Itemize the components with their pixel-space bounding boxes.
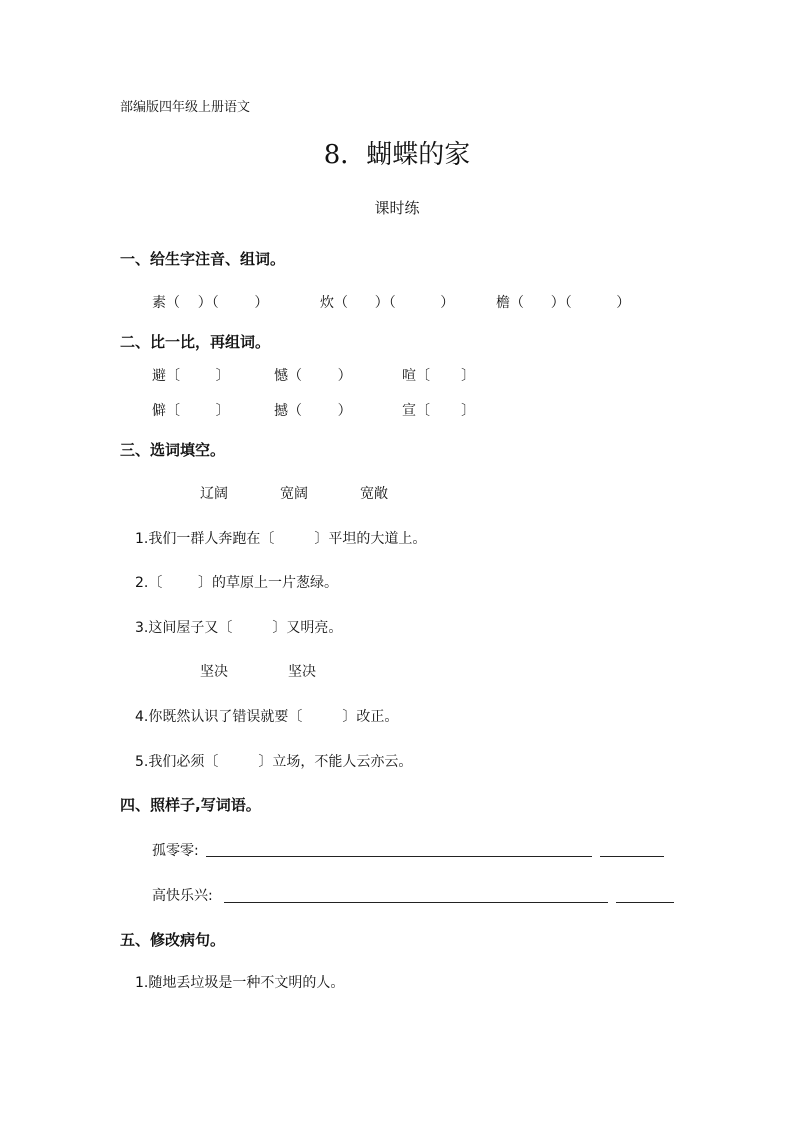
document-header: 部编版四年级上册语文 — [120, 100, 251, 115]
word-choice: 宽敞 — [360, 486, 388, 502]
compare-item: 僻〔 〕 — [152, 403, 230, 419]
fill-sentence-4: 4.你既然认识了错误就要〔 〕改正。 — [135, 709, 399, 725]
answer-line[interactable] — [206, 856, 592, 857]
lesson-subtitle: 课时练 — [374, 199, 420, 217]
pinyin-item-3: 檐（ ）（ ） — [496, 295, 631, 311]
word-choice: 宽阔 — [280, 486, 308, 502]
fill-sentence-5: 5.我们必须〔 〕立场，不能人云亦云。 — [135, 754, 413, 770]
answer-line[interactable] — [600, 856, 664, 857]
pinyin-item-1: 素（ ）（ ） — [152, 295, 269, 311]
word-choice: 辽阔 — [200, 486, 228, 502]
lesson-title: 8．蝴蝶的家 — [323, 140, 471, 170]
compare-item: 喧〔 〕 — [402, 368, 476, 384]
pattern-word-2: 高快乐兴: — [152, 888, 213, 904]
section-4-heading: 四、照样子,写词语。 — [120, 796, 261, 814]
compare-item: 憾（ ） — [274, 368, 352, 384]
fill-sentence-3: 3.这间屋子又〔 〕又明亮。 — [135, 620, 343, 636]
pattern-word-1: 孤零零: — [152, 843, 199, 859]
word-choice: 坚决 — [200, 664, 228, 680]
pinyin-item-2: 炊（ ）（ ） — [320, 295, 455, 311]
section-1-heading: 一、给生字注音、组词。 — [120, 250, 286, 268]
compare-item: 宣〔 〕 — [402, 403, 476, 419]
compare-item: 避〔 〕 — [152, 368, 230, 384]
fill-sentence-2: 2.〔 〕的草原上一片葱绿。 — [135, 575, 338, 591]
answer-line[interactable] — [616, 902, 674, 903]
correction-sentence-1: 1.随地丢垃圾是一种不文明的人。 — [135, 975, 345, 991]
fill-sentence-1: 1.我们一群人奔跑在〔 〕平坦的大道上。 — [135, 531, 427, 547]
section-3-heading: 三、选词填空。 — [120, 441, 226, 459]
word-choice: 坚决 — [288, 664, 316, 680]
answer-line[interactable] — [224, 902, 608, 903]
section-2-heading: 二、比一比，再组词。 — [120, 333, 271, 351]
compare-item: 撼（ ） — [274, 403, 352, 419]
section-5-heading: 五、修改病句。 — [120, 931, 226, 949]
